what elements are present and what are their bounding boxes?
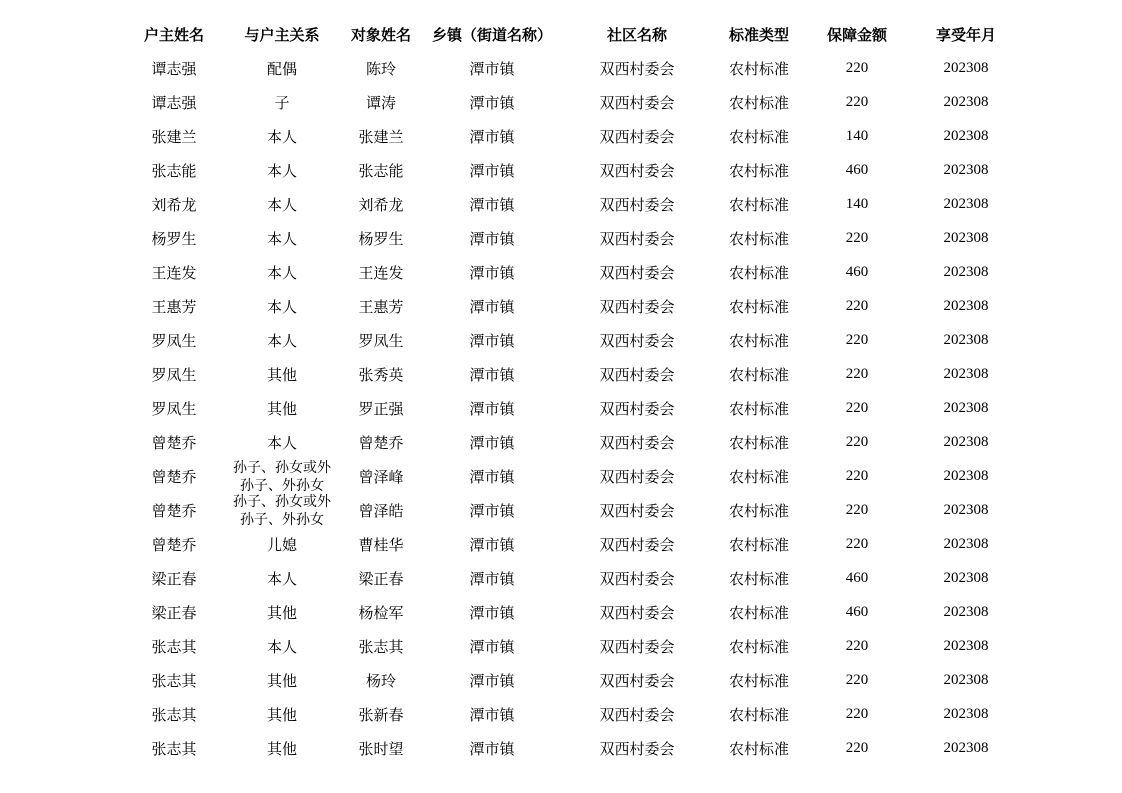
relationship-cell: 其他 xyxy=(266,705,297,724)
community-cell: 双西村委会 xyxy=(599,59,675,78)
table-row xyxy=(120,85,1020,119)
month-cell: 202308 xyxy=(943,297,989,314)
township-cell: 潭市镇 xyxy=(469,297,515,316)
standard-type-cell: 农村标准 xyxy=(728,603,789,622)
amount-cell: 220 xyxy=(845,671,869,688)
householder-name-cell: 王连发 xyxy=(151,263,197,282)
recipient-name-cell: 罗正强 xyxy=(358,399,404,418)
relationship-cell: 其他 xyxy=(266,671,297,690)
assistance-table xyxy=(120,17,1020,765)
standard-type-cell: 农村标准 xyxy=(728,229,789,248)
relationship-cell: 本人 xyxy=(266,331,297,350)
standard-type-cell: 农村标准 xyxy=(728,59,789,78)
header-township: 乡镇（街道名称） xyxy=(431,25,552,44)
relationship-cell: 本人 xyxy=(266,569,297,588)
month-cell: 202308 xyxy=(943,365,989,382)
householder-name-cell: 张志其 xyxy=(151,637,197,656)
header-community: 社区名称 xyxy=(606,25,667,44)
standard-type-cell: 农村标准 xyxy=(728,127,789,146)
table-row xyxy=(120,595,1020,629)
township-cell: 潭市镇 xyxy=(469,433,515,452)
recipient-name-cell: 杨玲 xyxy=(365,671,396,690)
amount-cell: 220 xyxy=(845,59,869,76)
relationship-cell: 儿媳 xyxy=(266,535,297,554)
month-cell: 202308 xyxy=(943,59,989,76)
relationship-cell: 其他 xyxy=(266,365,297,384)
recipient-name-cell: 陈玲 xyxy=(365,59,396,78)
community-cell: 双西村委会 xyxy=(599,331,675,350)
standard-type-cell: 农村标准 xyxy=(728,739,789,758)
recipient-name-cell: 杨罗生 xyxy=(358,229,404,248)
township-cell: 潭市镇 xyxy=(469,705,515,724)
amount-cell: 220 xyxy=(845,739,869,756)
header-relationship: 与户主关系 xyxy=(244,25,320,44)
table-row xyxy=(120,323,1020,357)
standard-type-cell: 农村标准 xyxy=(728,263,789,282)
community-cell: 双西村委会 xyxy=(599,93,675,112)
recipient-name-cell: 刘希龙 xyxy=(358,195,404,214)
community-cell: 双西村委会 xyxy=(599,195,675,214)
relationship-cell xyxy=(228,493,336,527)
community-cell: 双西村委会 xyxy=(599,603,675,622)
table-row xyxy=(120,425,1020,459)
table-row xyxy=(120,289,1020,323)
header-month: 享受年月 xyxy=(935,25,996,44)
month-cell: 202308 xyxy=(943,399,989,416)
recipient-name-cell: 曾楚乔 xyxy=(358,433,404,452)
relationship-cell: 本人 xyxy=(266,433,297,452)
recipient-name-cell: 张志其 xyxy=(358,637,404,656)
recipient-name-cell: 张新春 xyxy=(358,705,404,724)
month-cell: 202308 xyxy=(943,739,989,756)
table-row xyxy=(120,561,1020,595)
relationship-cell: 其他 xyxy=(266,739,297,758)
relationship-cell: 本人 xyxy=(266,263,297,282)
standard-type-cell: 农村标准 xyxy=(728,297,789,316)
householder-name-cell: 张志其 xyxy=(151,671,197,690)
community-cell: 双西村委会 xyxy=(599,263,675,282)
relationship-cell: 本人 xyxy=(266,161,297,180)
community-cell: 双西村委会 xyxy=(599,433,675,452)
community-cell: 双西村委会 xyxy=(599,671,675,690)
table-row xyxy=(120,493,1020,527)
recipient-name-cell: 张秀英 xyxy=(358,365,404,384)
relationship-cell: 本人 xyxy=(266,195,297,214)
householder-name-cell: 梁正春 xyxy=(151,603,197,622)
township-cell: 潭市镇 xyxy=(469,127,515,146)
amount-cell: 220 xyxy=(845,297,869,314)
householder-name-cell: 张志能 xyxy=(151,161,197,180)
householder-name-cell: 谭志强 xyxy=(151,59,197,78)
assistance-table-sheet xyxy=(120,17,1020,765)
township-cell: 潭市镇 xyxy=(469,637,515,656)
community-cell: 双西村委会 xyxy=(599,399,675,418)
amount-cell: 460 xyxy=(845,569,869,586)
recipient-name-cell: 王惠芳 xyxy=(358,297,404,316)
township-cell: 潭市镇 xyxy=(469,739,515,758)
standard-type-cell: 农村标准 xyxy=(728,399,789,418)
month-cell: 202308 xyxy=(943,93,989,110)
month-cell: 202308 xyxy=(943,705,989,722)
householder-name-cell: 刘希龙 xyxy=(151,195,197,214)
recipient-name-cell: 张建兰 xyxy=(358,127,404,146)
township-cell: 潭市镇 xyxy=(469,671,515,690)
householder-name-cell: 梁正春 xyxy=(151,569,197,588)
township-cell: 潭市镇 xyxy=(469,229,515,248)
relationship-cell xyxy=(228,459,336,493)
header-standard-type: 标准类型 xyxy=(728,25,789,44)
amount-cell: 140 xyxy=(845,195,869,212)
table-row xyxy=(120,629,1020,663)
community-cell: 双西村委会 xyxy=(599,467,675,486)
amount-cell: 220 xyxy=(845,365,869,382)
township-cell: 潭市镇 xyxy=(469,263,515,282)
householder-name-cell: 曾楚乔 xyxy=(151,467,197,486)
table-body xyxy=(120,51,1020,765)
community-cell: 双西村委会 xyxy=(599,569,675,588)
householder-name-cell: 曾楚乔 xyxy=(151,535,197,554)
amount-cell: 460 xyxy=(845,603,869,620)
community-cell: 双西村委会 xyxy=(599,705,675,724)
householder-name-cell: 张志其 xyxy=(151,705,197,724)
community-cell: 双西村委会 xyxy=(599,535,675,554)
householder-name-cell: 王惠芳 xyxy=(151,297,197,316)
table-row xyxy=(120,391,1020,425)
township-cell: 潭市镇 xyxy=(469,535,515,554)
month-cell: 202308 xyxy=(943,501,989,518)
township-cell: 潭市镇 xyxy=(469,603,515,622)
table-row xyxy=(120,119,1020,153)
month-cell: 202308 xyxy=(943,161,989,178)
amount-cell: 220 xyxy=(845,229,869,246)
householder-name-cell: 罗凤生 xyxy=(151,399,197,418)
standard-type-cell: 农村标准 xyxy=(728,433,789,452)
recipient-name-cell: 曹桂华 xyxy=(358,535,404,554)
amount-cell: 220 xyxy=(845,705,869,722)
householder-name-cell: 罗凤生 xyxy=(151,331,197,350)
relationship-cell: 其他 xyxy=(266,603,297,622)
month-cell: 202308 xyxy=(943,331,989,348)
table-row xyxy=(120,51,1020,85)
standard-type-cell: 农村标准 xyxy=(728,705,789,724)
community-cell: 双西村委会 xyxy=(599,501,675,520)
relationship-cell: 本人 xyxy=(266,127,297,146)
relationship-cell: 配偶 xyxy=(266,59,297,78)
standard-type-cell: 农村标准 xyxy=(728,467,789,486)
table-row xyxy=(120,221,1020,255)
amount-cell: 220 xyxy=(845,535,869,552)
standard-type-cell: 农村标准 xyxy=(728,637,789,656)
relationship-cell: 子 xyxy=(274,93,290,112)
table-row xyxy=(120,357,1020,391)
relationship-cell: 本人 xyxy=(266,297,297,316)
township-cell: 潭市镇 xyxy=(469,331,515,350)
month-cell: 202308 xyxy=(943,535,989,552)
amount-cell: 220 xyxy=(845,433,869,450)
amount-cell: 140 xyxy=(845,127,869,144)
householder-name-cell: 张建兰 xyxy=(151,127,197,146)
header-householder-name: 户主姓名 xyxy=(143,25,204,44)
standard-type-cell: 农村标准 xyxy=(728,535,789,554)
community-cell: 双西村委会 xyxy=(599,739,675,758)
relationship-cell: 本人 xyxy=(266,229,297,248)
recipient-name-cell: 罗凤生 xyxy=(358,331,404,350)
community-cell: 双西村委会 xyxy=(599,161,675,180)
month-cell: 202308 xyxy=(943,263,989,280)
standard-type-cell: 农村标准 xyxy=(728,501,789,520)
amount-cell: 220 xyxy=(845,467,869,484)
township-cell: 潭市镇 xyxy=(469,501,515,520)
township-cell: 潭市镇 xyxy=(469,59,515,78)
householder-name-cell: 曾楚乔 xyxy=(151,501,197,520)
recipient-name-cell: 王连发 xyxy=(358,263,404,282)
standard-type-cell: 农村标准 xyxy=(728,671,789,690)
standard-type-cell: 农村标准 xyxy=(728,331,789,350)
table-row xyxy=(120,731,1020,765)
township-cell: 潭市镇 xyxy=(469,365,515,384)
header-row xyxy=(120,17,1020,51)
relationship-cell: 本人 xyxy=(266,637,297,656)
table-row xyxy=(120,697,1020,731)
householder-name-cell: 杨罗生 xyxy=(151,229,197,248)
community-cell: 双西村委会 xyxy=(599,229,675,248)
amount-cell: 220 xyxy=(845,331,869,348)
month-cell: 202308 xyxy=(943,569,989,586)
table-row xyxy=(120,527,1020,561)
standard-type-cell: 农村标准 xyxy=(728,195,789,214)
header-recipient-name: 对象姓名 xyxy=(350,25,411,44)
relationship-text: 孙子、孙女或外孙子、外孙女 xyxy=(233,460,331,493)
amount-cell: 220 xyxy=(845,637,869,654)
recipient-name-cell: 梁正春 xyxy=(358,569,404,588)
community-cell: 双西村委会 xyxy=(599,297,675,316)
recipient-name-cell: 曾泽皓 xyxy=(358,501,404,520)
amount-cell: 220 xyxy=(845,501,869,518)
month-cell: 202308 xyxy=(943,195,989,212)
month-cell: 202308 xyxy=(943,467,989,484)
householder-name-cell: 曾楚乔 xyxy=(151,433,197,452)
recipient-name-cell: 张志能 xyxy=(358,161,404,180)
month-cell: 202308 xyxy=(943,127,989,144)
township-cell: 潭市镇 xyxy=(469,161,515,180)
standard-type-cell: 农村标准 xyxy=(728,93,789,112)
township-cell: 潭市镇 xyxy=(469,195,515,214)
amount-cell: 460 xyxy=(845,263,869,280)
amount-cell: 460 xyxy=(845,161,869,178)
recipient-name-cell: 谭涛 xyxy=(365,93,396,112)
month-cell: 202308 xyxy=(943,229,989,246)
recipient-name-cell: 曾泽峰 xyxy=(358,467,404,486)
township-cell: 潭市镇 xyxy=(469,93,515,112)
standard-type-cell: 农村标准 xyxy=(728,569,789,588)
table-row xyxy=(120,255,1020,289)
township-cell: 潭市镇 xyxy=(469,467,515,486)
recipient-name-cell: 杨检军 xyxy=(358,603,404,622)
month-cell: 202308 xyxy=(943,637,989,654)
month-cell: 202308 xyxy=(943,671,989,688)
township-cell: 潭市镇 xyxy=(469,399,515,418)
relationship-text: 孙子、孙女或外孙子、外孙女 xyxy=(233,494,331,527)
community-cell: 双西村委会 xyxy=(599,127,675,146)
month-cell: 202308 xyxy=(943,433,989,450)
relationship-cell: 其他 xyxy=(266,399,297,418)
month-cell: 202308 xyxy=(943,603,989,620)
householder-name-cell: 张志其 xyxy=(151,739,197,758)
householder-name-cell: 谭志强 xyxy=(151,93,197,112)
table-row xyxy=(120,187,1020,221)
table-row xyxy=(120,663,1020,697)
amount-cell: 220 xyxy=(845,399,869,416)
householder-name-cell: 罗凤生 xyxy=(151,365,197,384)
table-row xyxy=(120,153,1020,187)
community-cell: 双西村委会 xyxy=(599,637,675,656)
standard-type-cell: 农村标准 xyxy=(728,161,789,180)
amount-cell: 220 xyxy=(845,93,869,110)
recipient-name-cell: 张时望 xyxy=(358,739,404,758)
standard-type-cell: 农村标准 xyxy=(728,365,789,384)
header-amount: 保障金额 xyxy=(826,25,887,44)
township-cell: 潭市镇 xyxy=(469,569,515,588)
community-cell: 双西村委会 xyxy=(599,365,675,384)
table-row xyxy=(120,459,1020,493)
